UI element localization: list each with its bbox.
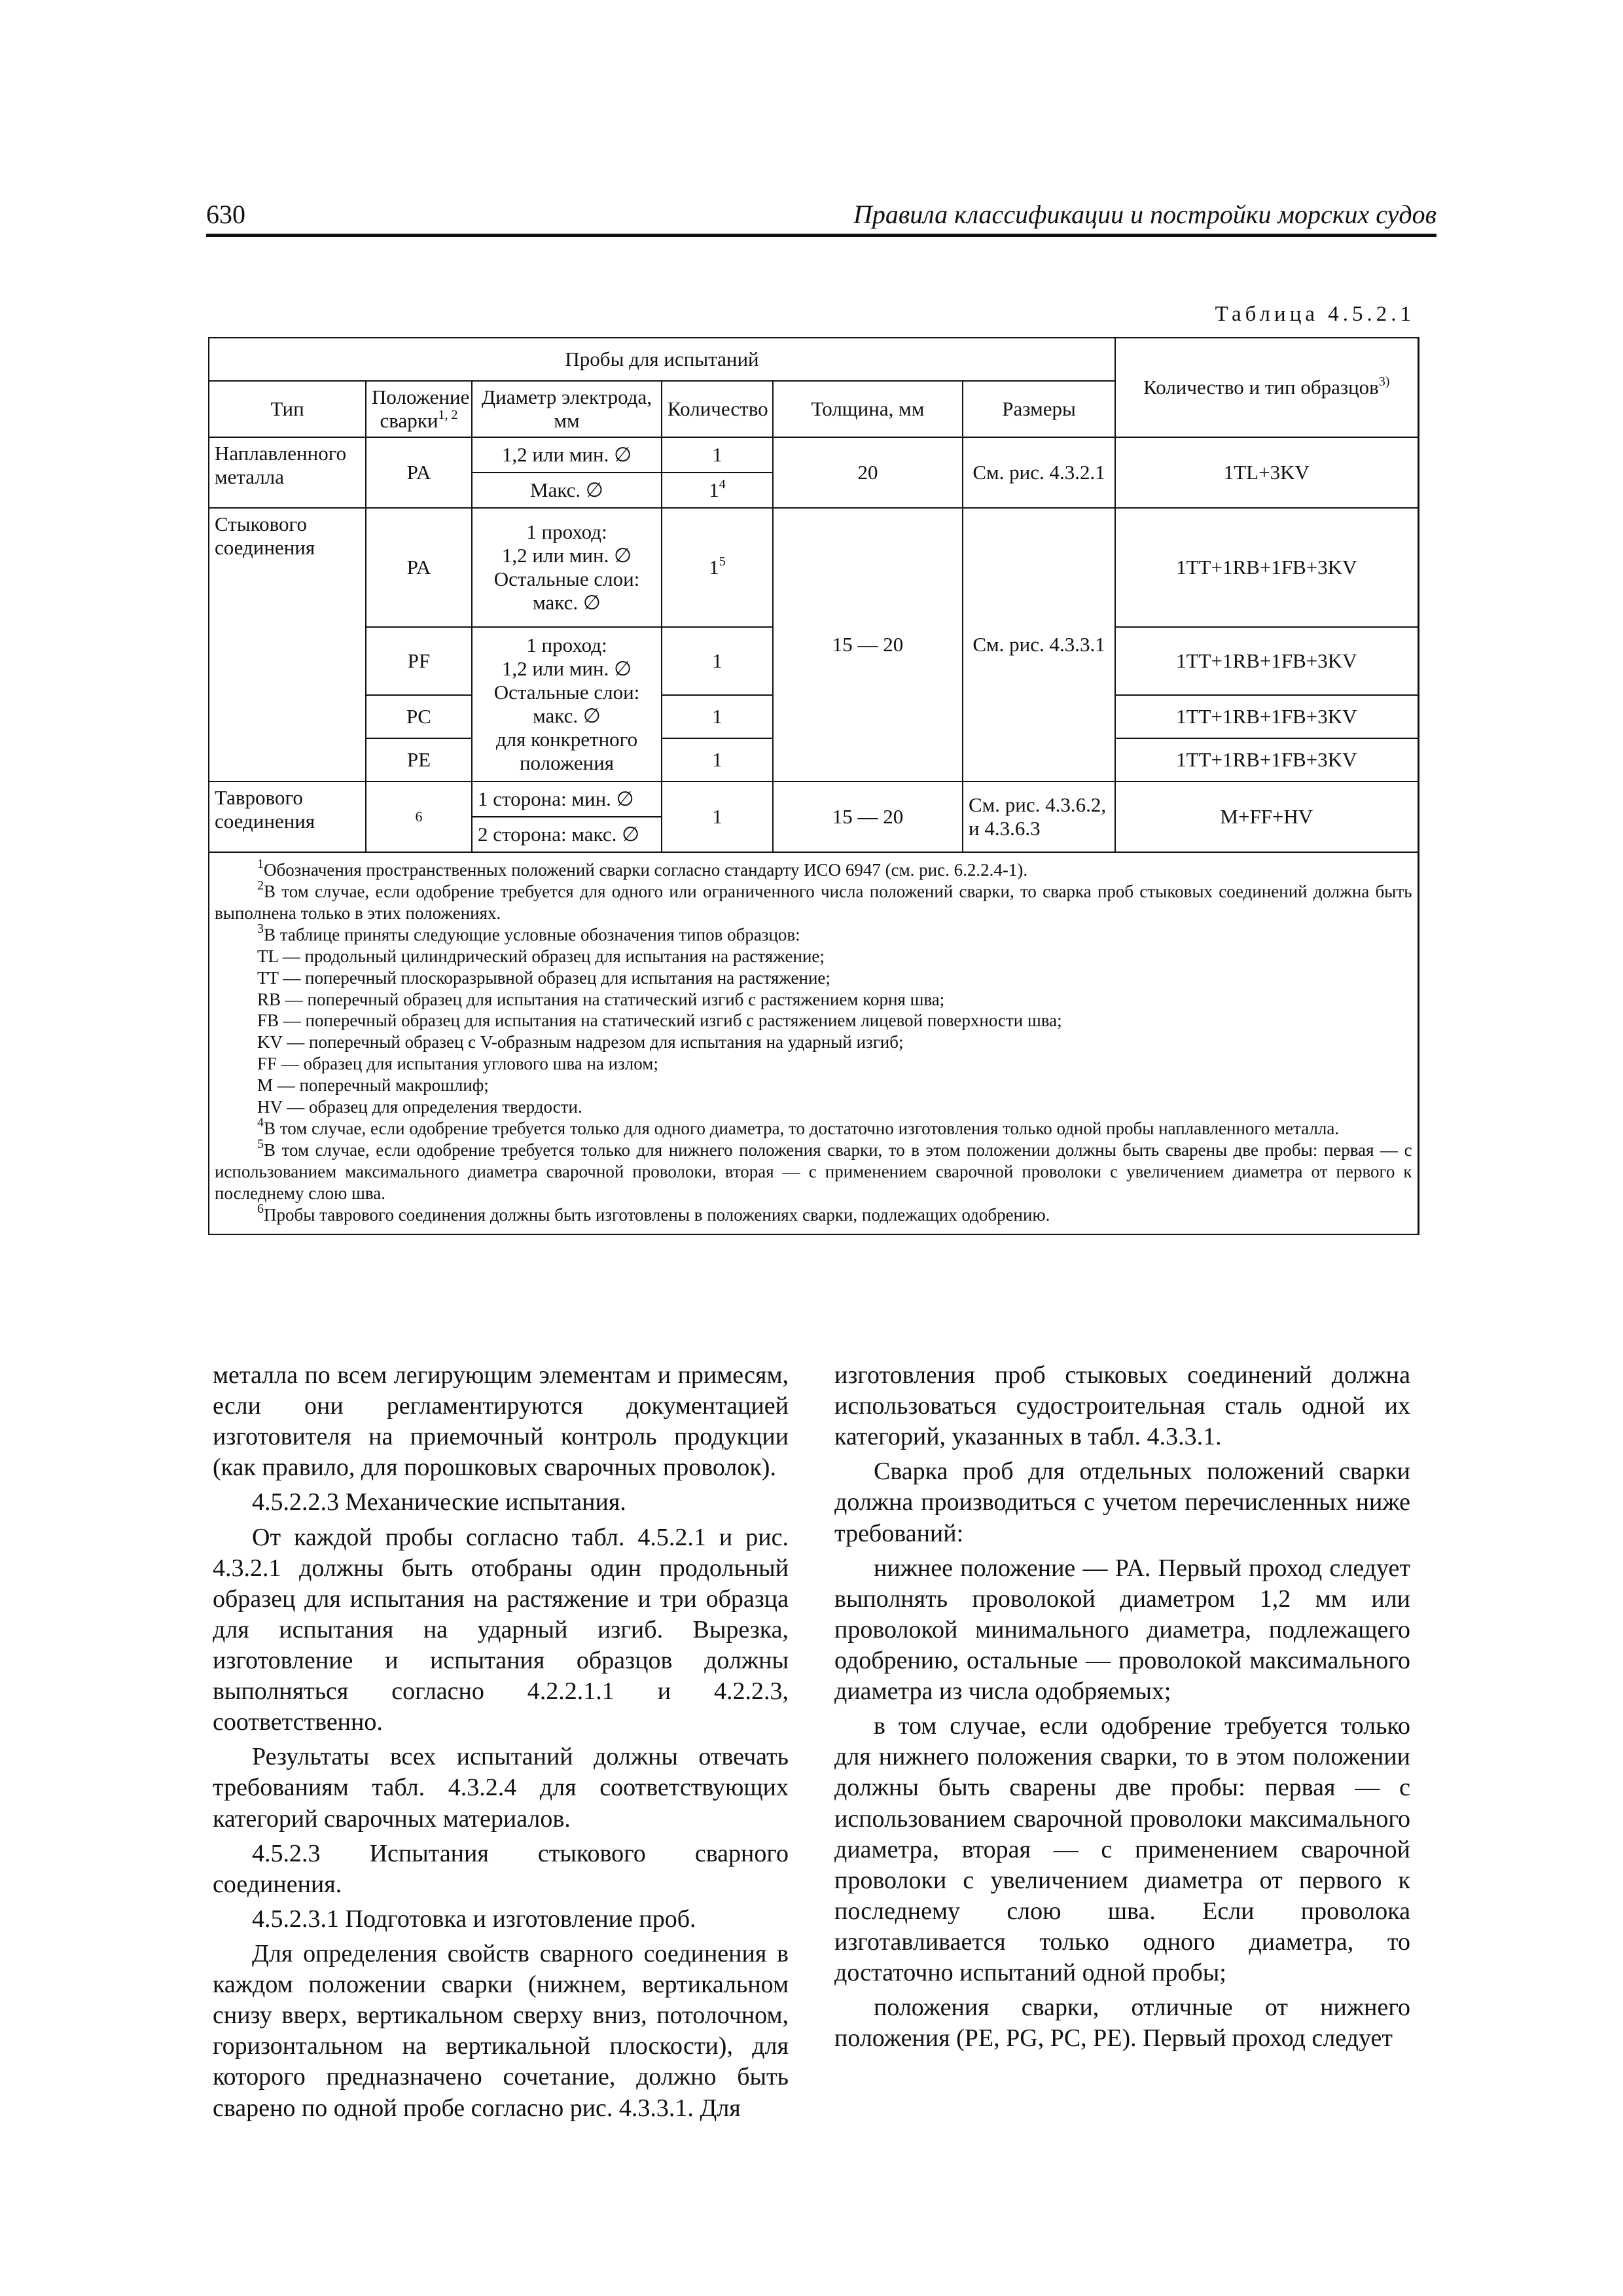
table-notes bbox=[209, 852, 1418, 1234]
row-butt-pc-qty: 1 bbox=[662, 695, 773, 738]
note-3: $^3$В таблице приняты следующие условные обозначения типов образцов: bbox=[257, 921, 800, 944]
running-title: Правила классификации и постройки морских судов bbox=[853, 200, 1436, 229]
page-number: 630 bbox=[206, 200, 245, 229]
row-tee-position: 6 bbox=[366, 781, 472, 852]
row-deposited-specimens: 1TL+3KV bbox=[1115, 437, 1418, 508]
legend-item: TL — продольный цилиндрический образец для испытания на растяжение; bbox=[257, 946, 825, 966]
header-diameter: Диаметр электрода, мм bbox=[472, 381, 662, 437]
row-butt-pa-specimens: 1TT+1RB+1FB+3KV bbox=[1115, 508, 1418, 627]
header-dimensions: Размеры bbox=[963, 381, 1115, 437]
legend-item: M — поперечный макрошлиф; bbox=[257, 1075, 489, 1096]
row-deposited-type: Наплавленного металла bbox=[209, 437, 366, 508]
row-butt-thickness: 15 — 20 bbox=[773, 508, 963, 781]
body-column-right bbox=[834, 1360, 1410, 2058]
row-tee-diam-1: 1 сторона: мин. ∅ bbox=[472, 781, 662, 817]
row-deposited-diam-1: 1,2 или мин. ∅ bbox=[472, 437, 662, 473]
row-butt-pa-qty: $1^5$ bbox=[662, 508, 773, 627]
group-header: Пробы для испытаний bbox=[209, 338, 1115, 381]
row-butt-pf-qty: 1 bbox=[662, 627, 773, 695]
row-tee-qty: 1 bbox=[662, 781, 773, 852]
paragraph: в том случае, если одобрение требуется только для нижнего положения сварки, то в этом положении должны быть сварены две пробы: первая — с использованием сварочной проволоки максимального диаметра, вторая — с применением сварочной проволоки с увеличением диаметра от первого к последнему слою шва. Если проволока изготавливается только одного диаметра, то достаточно испытаний одной пробы; bbox=[834, 1712, 1410, 1987]
row-tee-thickness: 15 — 20 bbox=[773, 781, 963, 852]
note-5: $^5$В том случае, если одобрение требуется только для нижнего положения сварки, то в этом положении должны быть сварены две пробы: первая — с использованием максимального диаметра сварочной проволоки, вторая — с применением сварочной проволоки с увеличением диаметра от первого к последнему слою шва. bbox=[215, 1137, 1412, 1203]
paragraph: изготовления проб стыковых соединений должна использоваться судостроительная сталь одной их категорий, указанных в табл. 4.3.3.1. bbox=[834, 1361, 1410, 1451]
row-butt-pa-position: PA bbox=[366, 508, 472, 627]
header-type: Тип bbox=[209, 381, 366, 437]
paragraph: металла по всем легирующим элементам и примесям, если они регламентируются документацией изготовителя на приемочный контроль продукции (как правило, для порошковых сварочных проволок). bbox=[213, 1361, 789, 1482]
row-tee-type: Таврового соединения bbox=[209, 781, 366, 852]
paragraph: положения сварки, отличные от нижнего положения (PE, PG, PC, PE). Первый проход следует bbox=[834, 1994, 1410, 2053]
row-butt-pe-specimens: 1TT+1RB+1FB+3KV bbox=[1115, 738, 1418, 781]
row-butt-pf-position: PF bbox=[366, 627, 472, 695]
legend-item: FF — образец для испытания углового шва на излом; bbox=[257, 1054, 658, 1074]
paragraph: Результаты всех испытаний должны отвечать требованиям табл. 4.3.2.4 для соответствующих категорий сварочных материалов. bbox=[213, 1743, 789, 1833]
legend-item: FB — поперечный образец для испытания на статический изгиб с растяжением лицевой поверхности шва; bbox=[257, 1011, 1062, 1031]
row-butt-pf-specimens: 1TT+1RB+1FB+3KV bbox=[1115, 627, 1418, 695]
paragraph: Для определения свойств сварного соединения в каждом положении сварки (нижнем, вертикальном снизу вверх, вертикальном сверху вниз, потолочном, горизонтальном на вертикальной плоскости), для которого предназначено сочетание, должно быть сварено по одной пробе согласно рис. 4.3.3.1. Для bbox=[213, 1939, 789, 2122]
legend-item: TT — поперечный плоскоразрывной образец для испытания на растяжение; bbox=[257, 967, 830, 988]
paragraph: От каждой пробы согласно табл. 4.5.2.1 и рис. 4.3.2.1 должны быть отобраны один продольный образец для испытания на растяжение и три образца для испытания на ударный изгиб. Вырезка, изготовление и испытания образцов должны выполняться согласно 4.2.2.1.1 и 4.2.2.3, соответственно. bbox=[213, 1523, 789, 1736]
row-butt-pe-qty: 1 bbox=[662, 738, 773, 781]
row-butt-dimensions: См. рис. 4.3.3.1 bbox=[963, 508, 1115, 781]
paragraph: Сварка проб для отдельных положений сварки должна производиться с учетом перечисленных ниже требований: bbox=[834, 1458, 1410, 1547]
note-6: $^6$Пробы таврового соединения должны быть изготовлены в положениях сварки, подлежащих одобрению. bbox=[257, 1201, 1050, 1225]
note-1: $^1$Обозначения пространственных положений сварки согласно стандарту ИСО 6947 (см. рис. 6.2.2.4-1). bbox=[257, 856, 1028, 880]
header-position: Положение сварки$^{1, 2}$ bbox=[366, 381, 472, 437]
row-butt-pe-position: PE bbox=[366, 738, 472, 781]
legend-item: HV — образец для определения твердости. bbox=[257, 1097, 582, 1117]
header-thickness: Толщина, мм bbox=[773, 381, 963, 437]
row-tee-dimensions: См. рис. 4.3.6.2, и 4.3.6.3 bbox=[963, 781, 1115, 852]
section-heading: 4.5.2.3.1 Подготовка и изготовление проб. bbox=[252, 1905, 696, 1933]
row-deposited-diam-2: Макс. ∅ bbox=[472, 473, 662, 508]
section-heading: 4.5.2.3 Испытания стыкового сварного соединения. bbox=[213, 1839, 789, 1898]
section-heading: 4.5.2.2.3 Механические испытания. bbox=[252, 1488, 626, 1516]
row-butt-pc-specimens: 1TT+1RB+1FB+3KV bbox=[1115, 695, 1418, 738]
paragraph: нижнее положение — PA. Первый проход следует выполнять проволокой диаметром 1,2 мм или проволокой минимального диаметра, подлежащего одобрению, остальные — проволокой максимального диаметра из числа одобряемых; bbox=[834, 1554, 1410, 1706]
row-deposited-position: PA bbox=[366, 437, 472, 508]
row-deposited-qty-1: 1 bbox=[662, 437, 773, 473]
body-column-left bbox=[213, 1360, 789, 2128]
page-header bbox=[206, 200, 1436, 237]
note-4: $^4$В том случае, если одобрение требуется только для одного диаметра, то достаточно изготовления только одной пробы наплавленного металла. bbox=[257, 1115, 1340, 1139]
row-deposited-thickness: 20 bbox=[773, 437, 963, 508]
row-deposited-dimensions: См. рис. 4.3.2.1 bbox=[963, 437, 1115, 508]
row-butt-pc-position: PC bbox=[366, 695, 472, 738]
legend-item: KV — поперечный образец с V-образным надрезом для испытания на ударный изгиб; bbox=[257, 1032, 904, 1052]
row-tee-diam-2: 2 сторона: макс. ∅ bbox=[472, 817, 662, 852]
table-caption: Таблица 4.5.2.1 bbox=[1215, 302, 1415, 326]
row-butt-other-diameter: 1 проход: 1,2 или мин. ∅ Остальные слои: макс. ∅ для конкретного положения bbox=[472, 627, 662, 781]
row-butt-pa-diameter: 1 проход: 1,2 или мин. ∅ Остальные слои: макс. ∅ bbox=[472, 508, 662, 627]
legend-item: RB — поперечный образец для испытания на статический изгиб с растяжением корня шва; bbox=[257, 989, 945, 1009]
row-tee-specimens: M+FF+HV bbox=[1115, 781, 1418, 852]
header-quantity: Количество bbox=[662, 381, 773, 437]
row-butt-type: Стыкового соединения bbox=[209, 508, 366, 781]
specimens-table bbox=[208, 337, 1419, 1235]
header-specimens: Количество и тип образцов$^{3)}$ bbox=[1115, 338, 1418, 437]
row-deposited-qty-2: $1^4$ bbox=[662, 473, 773, 508]
note-2: $^2$В том случае, если одобрение требуется для одного или ограниченного числа положений сварки, то сварка проб стыковых соединений должна быть выполнена только в этих положениях. bbox=[215, 878, 1412, 923]
